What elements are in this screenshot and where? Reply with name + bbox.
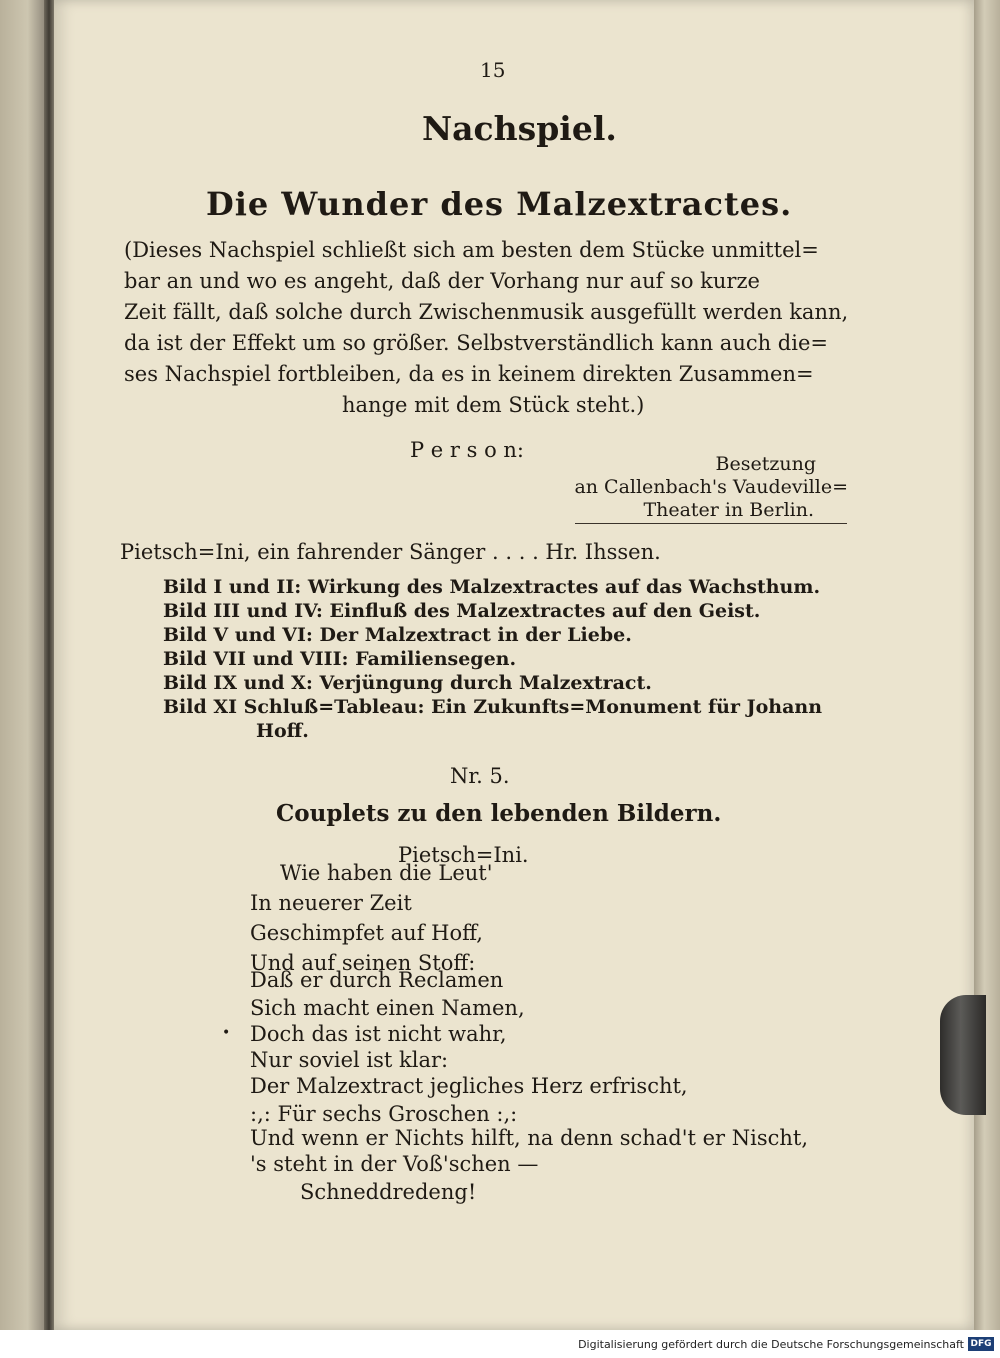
song-line: 's steht in der Voß'schen —	[250, 1152, 539, 1176]
page-number: 15	[480, 58, 506, 82]
book-gutter	[44, 0, 54, 1330]
person-heading: P e r s o n:	[410, 438, 524, 462]
cast-divider	[575, 523, 847, 524]
intro-line: Zeit fällt, daß solche durch Zwischenmusik ausgefüllt werden kann,	[124, 300, 849, 324]
song-line: Geschimpfet auf Hoff,	[250, 921, 483, 945]
song-line: In neuerer Zeit	[250, 891, 412, 915]
intro-line: ses Nachspiel fortbleiben, da es in keinem direkten Zusammen=	[124, 362, 814, 386]
book-clip	[940, 995, 986, 1115]
intro-line: (Dieses Nachspiel schließt sich am besten dem Stücke unmittel=	[124, 238, 819, 262]
song-line: Und auf seinen Stoff:	[250, 951, 476, 975]
intro-line: bar an und wo es angeht, daß der Vorhang nur auf so kurze	[124, 269, 760, 293]
song-line: Und wenn er Nichts hilft, na denn schad't er Nischt,	[250, 1126, 809, 1150]
song-line: Der Malzextract jegliches Herz erfrischt,	[250, 1074, 688, 1098]
song-line: Wie haben die Leut'	[280, 861, 493, 885]
song-line: Sich macht einen Namen,	[250, 996, 525, 1020]
scene-line: Bild IX und X: Verjüngung durch Malzextract.	[163, 672, 652, 694]
cast-note-line: an Callenbach's Vaudeville=	[574, 476, 848, 498]
scene-line: Hoff.	[256, 720, 309, 742]
cast-note-line: Theater in Berlin.	[643, 499, 814, 521]
left-page-edge	[0, 0, 46, 1330]
song-title: Couplets zu den lebenden Bildern.	[276, 800, 722, 827]
scene-line: Bild I und II: Wirkung des Malzextractes auf das Wachsthum.	[163, 576, 821, 598]
intro-line: da ist der Effekt um so größer. Selbstverständlich kann auch die=	[124, 331, 828, 355]
song-line: :,: Für sechs Groschen :,:	[250, 1102, 518, 1126]
scene-line: Bild V und VI: Der Malzextract in der Liebe.	[163, 624, 632, 646]
song-line: Nur soviel ist klar:	[250, 1048, 449, 1072]
play-title: Die Wunder des Malzextractes.	[206, 185, 793, 223]
speaker-name: Pietsch=Ini.	[398, 843, 529, 867]
cast-entry: Pietsch=Ini, ein fahrender Sänger . . . . Hr. Ihssen.	[120, 540, 661, 564]
scene-line: Bild XI Schluß=Tableau: Ein Zukunfts=Monument für Johann	[163, 696, 823, 718]
song-line: Doch das ist nicht wahr,	[250, 1022, 507, 1046]
song-line: Daß er durch Reclamen	[250, 968, 504, 992]
number-label: Nr. 5.	[450, 764, 510, 788]
page-stack-edge	[974, 0, 1000, 1330]
scene-line: Bild VII und VIII: Familiensegen.	[163, 648, 517, 670]
scene-line: Bild III und IV: Einfluß des Malzextractes auf den Geist.	[163, 600, 761, 622]
section-heading: Nachspiel.	[422, 109, 617, 148]
song-line: Schneddredeng!	[300, 1180, 477, 1204]
intro-line: hange mit dem Stück steht.)	[342, 393, 645, 417]
footer-credit: Digitalisierung gefördert durch die Deutsche Forschungsgemeinschaft	[578, 1338, 964, 1351]
margin-mark-icon: •	[222, 1025, 231, 1041]
dfg-logo: DFG	[968, 1337, 994, 1351]
digitization-footer	[0, 1330, 1000, 1358]
cast-note-line: Besetzung	[715, 453, 816, 475]
